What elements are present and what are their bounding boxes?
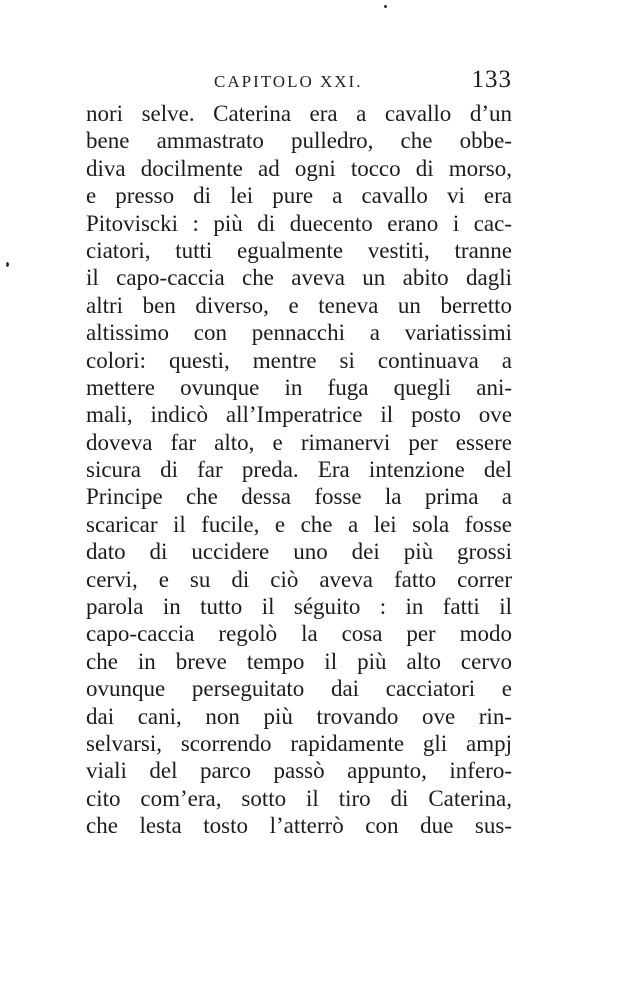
- text-line: parola in tutto il séguito : in fatti il: [86, 594, 512, 620]
- page-number: 133: [471, 66, 512, 93]
- text-line: dato di uccidere uno dei più grossi: [86, 539, 512, 565]
- text-line: e presso di lei pure a cavallo vi era: [86, 183, 512, 209]
- text-line: cervi, e su di ciò aveva fatto correr: [86, 566, 512, 592]
- text-line: mettere ovunque in fuga quegli ani-: [86, 374, 512, 400]
- running-head: CAPITOLO XXI.: [214, 72, 363, 91]
- text-line: colori: questi, mentre si continuava a: [86, 347, 512, 373]
- text-line: nori selve. Caterina era a cavallo d’un: [86, 101, 512, 126]
- body-text: [86, 100, 512, 840]
- text-line: selvarsi, scorrendo rapidamente gli ampj: [86, 730, 512, 756]
- text-line: cito com’era, sotto il tiro di Caterina,: [86, 785, 512, 811]
- text-line: bene ammastrato pulledro, che obbe-: [86, 128, 512, 154]
- text-line: altri ben diverso, e teneva un berretto: [86, 292, 512, 318]
- text-line: altissimo con pennacchi a variatissimi: [86, 320, 512, 346]
- text-line: viali del parco passò appunto, infero-: [86, 758, 512, 784]
- text-line: scaricar il fucile, e che a lei sola fosse: [86, 511, 512, 537]
- text-line: che lesta tosto l’atterrò con due sus-: [86, 813, 512, 839]
- text-line: capo-caccia regolò la cosa per modo: [86, 621, 512, 647]
- text-line: ciatori, tutti egualmente vestiti, tranne: [86, 237, 512, 263]
- text-line: ovunque perseguitato dai cacciatori e: [86, 676, 512, 702]
- text-line: mali, indicò all’Imperatrice il posto ove: [86, 402, 512, 428]
- text-line: sicura di far preda. Era intenzione del: [86, 457, 512, 483]
- text-line: dai cani, non più trovando ove rin-: [86, 703, 512, 729]
- text-line: Pitoviscki : più di duecento erano i cac-: [86, 210, 512, 236]
- text-line: doveva far alto, e rimanervi per essere: [86, 429, 512, 455]
- print-speck: [6, 262, 9, 267]
- text-line: il capo-caccia che aveva un abito dagli: [86, 265, 512, 291]
- print-speck: [384, 5, 387, 8]
- text-line: che in breve tempo il più alto cervo: [86, 648, 512, 674]
- text-line: diva docilmente ad ogni tocco di morso,: [86, 155, 512, 181]
- text-line: Principe che dessa fosse la prima a: [86, 484, 512, 510]
- page-header: [86, 66, 512, 96]
